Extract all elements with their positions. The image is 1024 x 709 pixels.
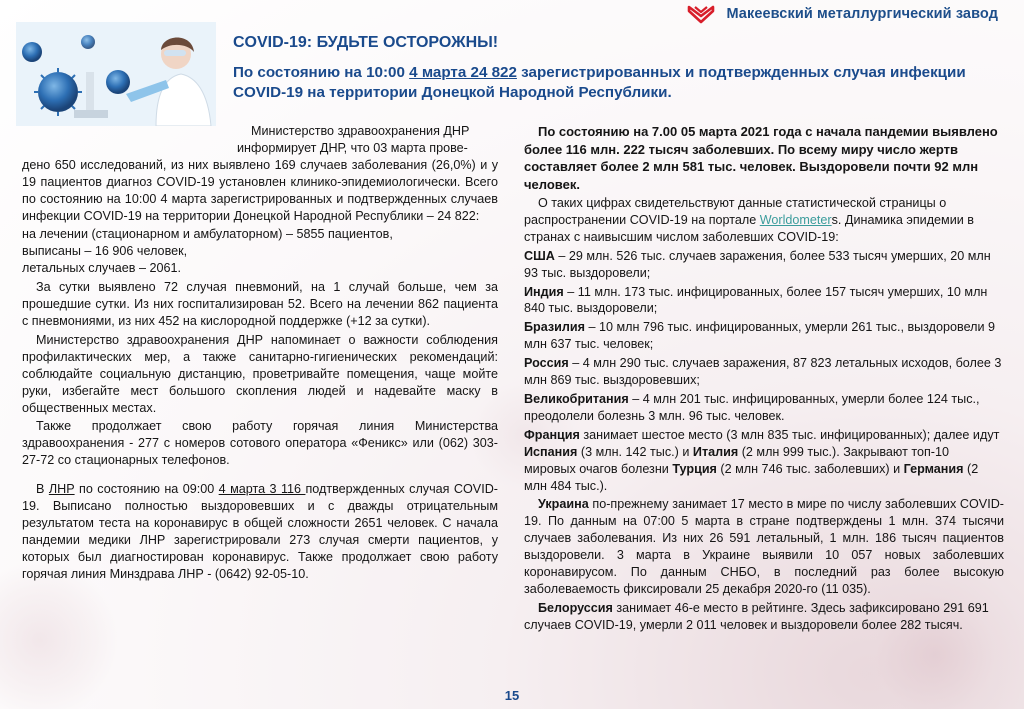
dnr-stat-discharged: выписаны – 16 906 человек, (22, 244, 188, 259)
country-text: занимает шестое место (3 млн 835 тыс. инфицированных); далее идут (579, 427, 1000, 442)
country-name: Белоруссия (538, 600, 613, 615)
page-number: 15 (504, 688, 520, 703)
country-text: занимает 46-е место в рейтинге. Здесь зафиксировано 291 691 случаев COVID-19, умерли 2 011 человек и выздоровели более 282 тысяч. (524, 600, 989, 632)
country-uk (524, 391, 1004, 425)
country-usa (524, 248, 1004, 282)
article-title: COVID-19: БУДЬТЕ ОСТОРОЖНЫ! (233, 34, 499, 51)
country-name: Великобритания (524, 391, 629, 406)
country-name: Украина (538, 497, 589, 512)
subtitle-text: По состоянию на 10:00 (233, 64, 410, 81)
scientist-virus-photo (16, 22, 216, 126)
brand-header (686, 2, 998, 26)
lnr-date-link[interactable]: 4 марта 3 116 (218, 482, 306, 497)
country-name: Турция (672, 461, 717, 476)
country-name: Испания (524, 444, 578, 459)
lnr-text: подтвержденных случая COVID-19. Выписано полностью выздоровевших и с дважды отрицательным результатом теста на коронавирус в общей сложности 2651 человек. С начала пандемии медики ЛНР зарегистрировали 273 случая смерти пациентов, у которых был диагностирован коронавирус. Также продолжает свою работу горячая линия Минздрава ЛНР - (0642) 92-05-10. (22, 482, 498, 581)
country-name: Бразилия (524, 320, 585, 335)
country-text: – 4 млн 290 тыс. случаев заражения, 87 823 летальных исходов, более 3 млн 869 тыс. выздоровевших; (524, 356, 1002, 388)
country-name: Франция (524, 427, 580, 442)
worldometer-paragraph (524, 195, 1004, 246)
pneumonia-paragraph: За сутки выявлено 72 случая пневмоний, на 1 случай больше, чем за прошедшие сутки. Из них госпитализирован 52. Всего на лечении 862 пациента с пневмониями, из них 452 на кислородной поддержке (+12 за сутки). (22, 280, 498, 328)
dnr-paragraph-body: дено 650 исследований, из них выявлено 169 случаев заболевания (26,0%) и у 19 пациентов диагноз COVID-19 установлен клинико-эпидемиологически. Всего по состоянию на 10:00 4 марта зарегистрированных и подтвержденных случаев инфекции COVID-19 на территории Донецкой Народной Республики – 24 822: (22, 157, 498, 223)
country-name: Индия (524, 284, 564, 299)
world-lead-paragraph: По состоянию на 7.00 05 марта 2021 года с начала пандемии выявлено более 116 млн. 222 тысяч заболевших. По всему миру число жертв составляет более 2 млн 581 тыс. человек. Выздоровели почти 92 млн человек. (524, 124, 998, 192)
lab-illustration (16, 22, 216, 126)
lnr-text: по состоянию на 09:00 (74, 482, 219, 497)
country-india (524, 284, 1004, 318)
dnr-stat-treatment: на лечении (стационарном и амбулаторном) – 5855 пациентов, (22, 227, 393, 242)
subtitle-text: зарегистрированных и подтвержденных случая инфекции COVID-19 на территории Донецкой Народной Республики. (233, 64, 966, 101)
article-subtitle (233, 63, 1003, 102)
country-text: – 11 млн. 173 тыс. инфицированных, более 157 тысяч умерших, 10 млн 840 тыс. выздоровели; (524, 284, 988, 316)
country-text: по-прежнему занимает 17 место в мире по числу заболевших COVID-19. По данным на 07:00 5 марта в стране подтверждены 1 млн. 374 тысячи случаев заболевания. Из них 26 591 летальный, 1 млн. 186 тысяч пациентов выздоровели. 3 марта в Украине выявили 10 057 новых заболевших коронавирусом. По данным СНБО, в последний раз более высокую заболеваемость фиксировали 25 декабря 2020-го (11 035). (524, 497, 1004, 596)
worldometer-text: О таких цифрах свидетельствуют данные статистической страницы о распространении COVID-19 на портале (524, 196, 947, 227)
left-column (22, 123, 498, 585)
subtitle-date-link[interactable]: 4 марта 24 822 (409, 64, 517, 81)
worldometer-text: s. Динамика эпидемии в странах с наивысшим числом заболевших COVID-19: (524, 212, 974, 244)
lnr-link[interactable]: ЛНР (48, 482, 75, 497)
country-others (524, 427, 1004, 495)
country-text: – 29 млн. 526 тыс. случаев заражения, более 533 тысяч умерших, 20 млн 93 тыс. выздоровели; (524, 248, 991, 280)
dnr-paragraph-intro (22, 123, 498, 157)
country-brazil (524, 319, 1004, 353)
ukraine-paragraph (524, 496, 1004, 597)
country-text: – 4 млн 201 тыс. инфицированных, умерли более 124 тыс., преодолели болезнь 3 млн. 96 тыс. человек. (524, 391, 980, 423)
country-text: (2 млн 746 тыс. заболевших) и (716, 461, 904, 476)
country-text: (2 млн 999 тыс.). Закрывают топ-10 мировых очагов болезни (524, 444, 950, 476)
country-name: США (524, 248, 555, 263)
lnr-paragraph (22, 481, 498, 582)
dnr-intro-line: информирует ДНР, что 03 марта прове- (237, 140, 468, 155)
dnr-intro-line: Министерство здравоохранения ДНР (251, 124, 470, 138)
country-name: Германия (903, 461, 964, 476)
country-text: (3 млн. 142 тыс.) и (577, 444, 693, 459)
country-text: (2 млн 484 тыс.). (524, 461, 979, 493)
right-column (524, 123, 1004, 636)
country-russia (524, 355, 1004, 389)
hotline-paragraph: Также продолжает свою работу горячая линия Министерства здравоохранения - 277 с номеров сотового оператора «Феникс» или (062) 303-27-72 со стационарных телефонов. (22, 419, 498, 468)
prevention-paragraph: Министерство здравоохранения ДНР напоминает о важности соблюдения профилактических мер, а также санитарно-гигиенических рекомендаций: соблюдайте социальную дистанцию, проветривайте помещения, чаще мойте руки, избегайте мест большого скопления людей и надевайте маску в общественных местах. (22, 332, 498, 415)
company-name: Макеевский металлургический завод (726, 6, 998, 22)
virus-icon (34, 68, 82, 116)
belarus-paragraph (524, 600, 1004, 634)
country-text: – 10 млн 796 тыс. инфицированных, умерли 261 тыс., выздоровели 9 млн 637 тыс. человек; (524, 320, 996, 352)
country-name: Россия (524, 356, 569, 371)
lnr-text: В (36, 482, 49, 497)
country-name: Италия (692, 444, 739, 459)
mmz-logo-icon (686, 3, 716, 25)
worldometer-link[interactable]: Worldometer (759, 212, 832, 227)
dnr-stat-deaths: летальных случаев – 2061. (22, 261, 181, 276)
